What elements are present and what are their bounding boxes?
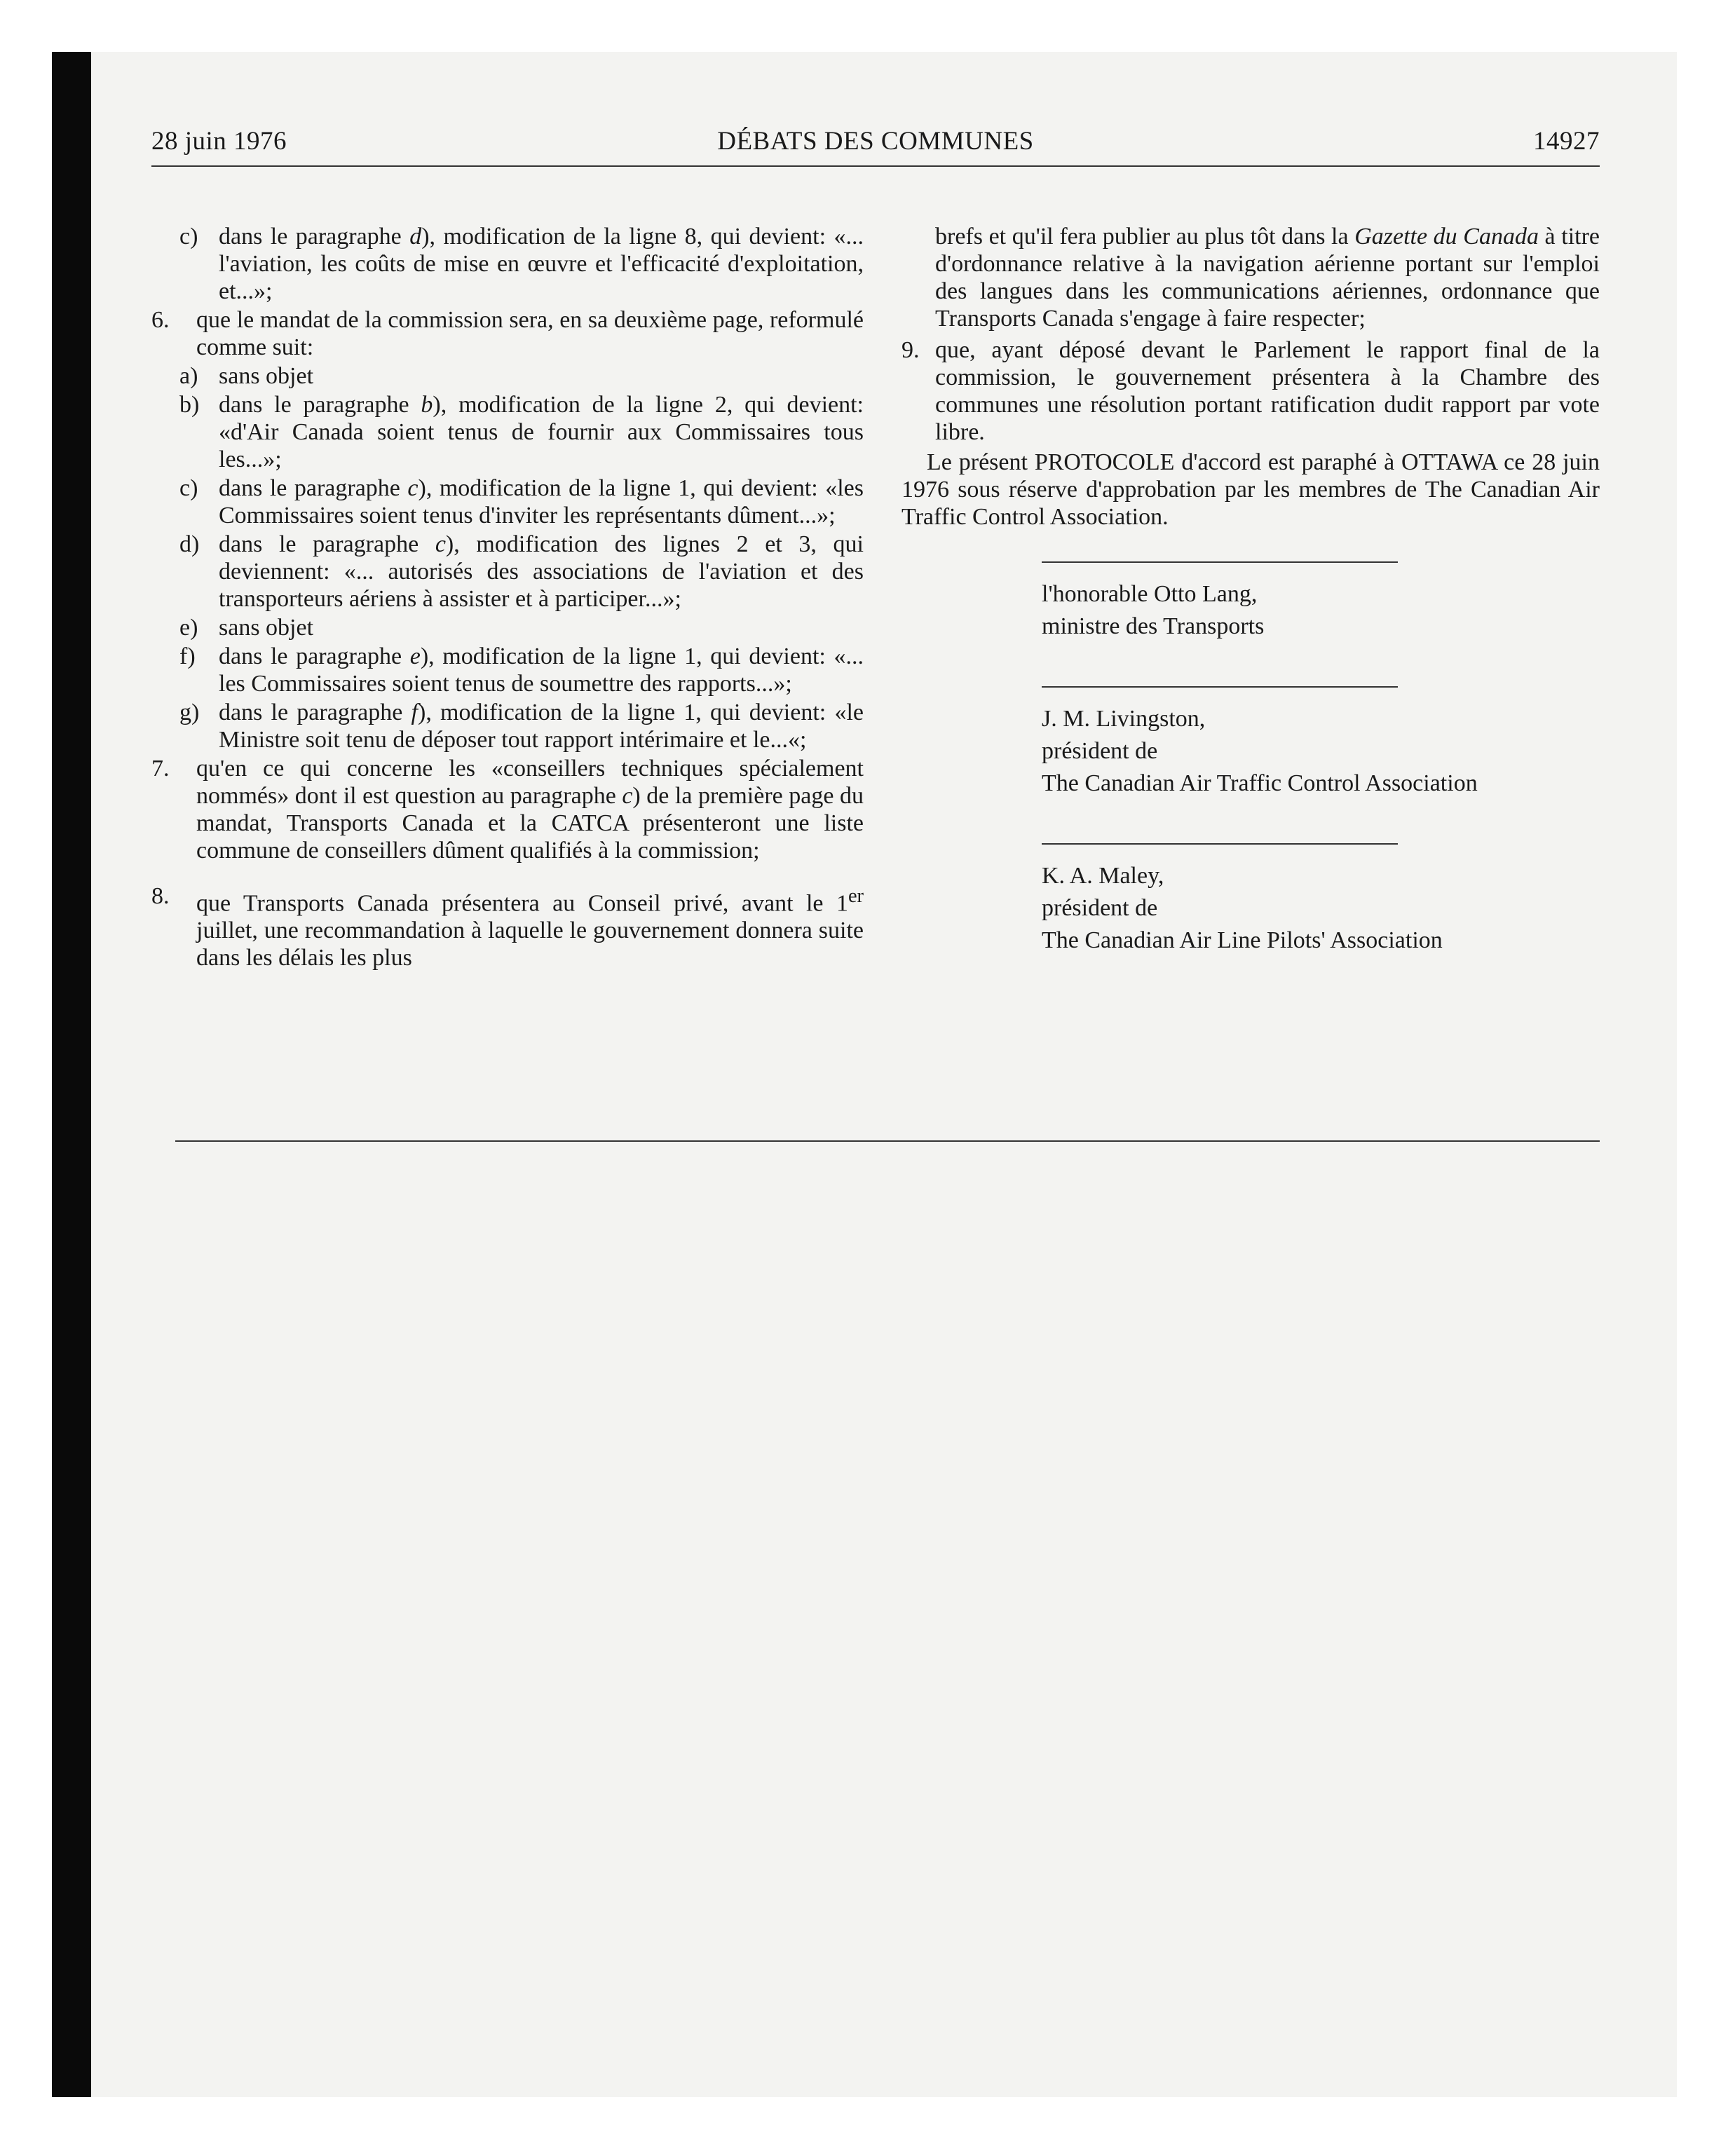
list-item: 8. que Transports Canada présentera au Conseil privé, avant le 1er juillet, une recommandation à laquelle le gouvernement donnera suite dans les délais les plus: [151, 883, 864, 971]
signatory-name: K. A. Maley,: [1042, 863, 1164, 889]
signatory: [1042, 561, 1600, 643]
signatory-name: J. M. Livingston,: [1042, 706, 1206, 732]
header-rule: [151, 165, 1600, 167]
signatory-title: président de: [1042, 738, 1158, 764]
signatory: [1042, 843, 1600, 957]
list-item: 7. qu'en ce qui concerne les «conseillers techniques spécialement nommés» dont il est question au paragraphe c) de la première page du mandat, Transports Canada et la CATCA présenteront une liste commune de conseillers dûment qualifiés à la commission;: [151, 756, 864, 864]
header-title: DÉBATS DES COMMUNES: [717, 127, 1034, 156]
page-number: 14927: [1533, 127, 1600, 156]
header-date: 28 juin 1976: [151, 127, 287, 156]
signatory-title: ministre des Transports: [1042, 613, 1265, 639]
signatory-org: The Canadian Air Line Pilots' Association: [1042, 927, 1443, 953]
item-marker: 9.: [901, 337, 920, 363]
list-item: e) sans objet: [179, 615, 314, 641]
signature-line: [1042, 561, 1398, 563]
footer-rule: [175, 1140, 1600, 1142]
list-item: f) dans le paragraphe e), modification de la ligne 1, qui devient: «... les Commissaires soient tenus de soumettre des rapports...»;: [179, 643, 864, 697]
item-marker: 7.: [151, 756, 170, 782]
continued-paragraph: brefs et qu'il fera publier au plus tôt dans la Gazette du Canada à titre d'ordonnance relative à la navigation aérienne portant sur l'emploi des langues dans les communications aériennes, ordonnance que Transports Canada s'engage à faire respecter;: [935, 224, 1600, 332]
signatory-name: l'honorable Otto Lang,: [1042, 581, 1258, 607]
item-marker: a): [179, 363, 198, 389]
item-marker: e): [179, 615, 198, 641]
list-item: d) dans le paragraphe c), modification des lignes 2 et 3, qui deviennent: «... autorisés des associations de l'aviation et des transporteurs aériens à assister et à participer...»;: [179, 531, 864, 612]
signature-line: [1042, 843, 1398, 845]
list-item: c) dans le paragraphe c), modification de la ligne 1, qui devient: «les Commissaires soient tenus d'inviter les représentants dûment...»;: [179, 475, 864, 528]
scan-border: [52, 52, 91, 2097]
signatory-org: The Canadian Air Traffic Control Association: [1042, 770, 1478, 796]
item-marker: g): [179, 700, 200, 725]
item-marker: 6.: [151, 307, 170, 333]
left-column: [151, 223, 864, 971]
running-head: [151, 126, 1600, 163]
signatory: [1042, 686, 1600, 800]
closing-paragraph: Le présent PROTOCOLE d'accord est paraphé à OTTAWA ce 28 juin 1976 sous réserve d'approbation par les membres de The Canadian Air Traffic Control Association.: [901, 449, 1600, 530]
list-item: c) dans le paragraphe d), modification de la ligne 8, qui devient: «... l'aviation, les coûts de mise en œuvre et l'efficacité d'exploitation, et...»;: [179, 224, 864, 304]
item-marker: c): [179, 475, 198, 501]
list-item: 6. que le mandat de la commission sera, en sa deuxième page, reformulé comme suit:: [151, 307, 864, 360]
item-marker: f): [179, 643, 196, 669]
item-marker: d): [179, 531, 200, 557]
list-item: b) dans le paragraphe b), modification de la ligne 2, qui devient: «d'Air Canada soient tenus de fournir aux Commissaires tous les...»;: [179, 392, 864, 472]
item-marker: c): [179, 224, 198, 250]
list-item: g) dans le paragraphe f), modification de la ligne 1, qui devient: «le Ministre soit tenu de déposer tout rapport intérimaire et le...«;: [179, 700, 864, 753]
signatory-title: président de: [1042, 895, 1158, 921]
signature-line: [1042, 686, 1398, 688]
list-item: 9. que, ayant déposé devant le Parlement le rapport final de la commission, le gouvernement présentera à la Chambre des communes une résolution portant ratification dudit rapport par vote libre.: [901, 337, 1600, 445]
item-marker: 8.: [151, 883, 170, 909]
signature-block: [1042, 561, 1600, 957]
item-marker: b): [179, 392, 200, 418]
right-column: [901, 223, 1600, 957]
list-item: a) sans objet: [179, 363, 314, 389]
